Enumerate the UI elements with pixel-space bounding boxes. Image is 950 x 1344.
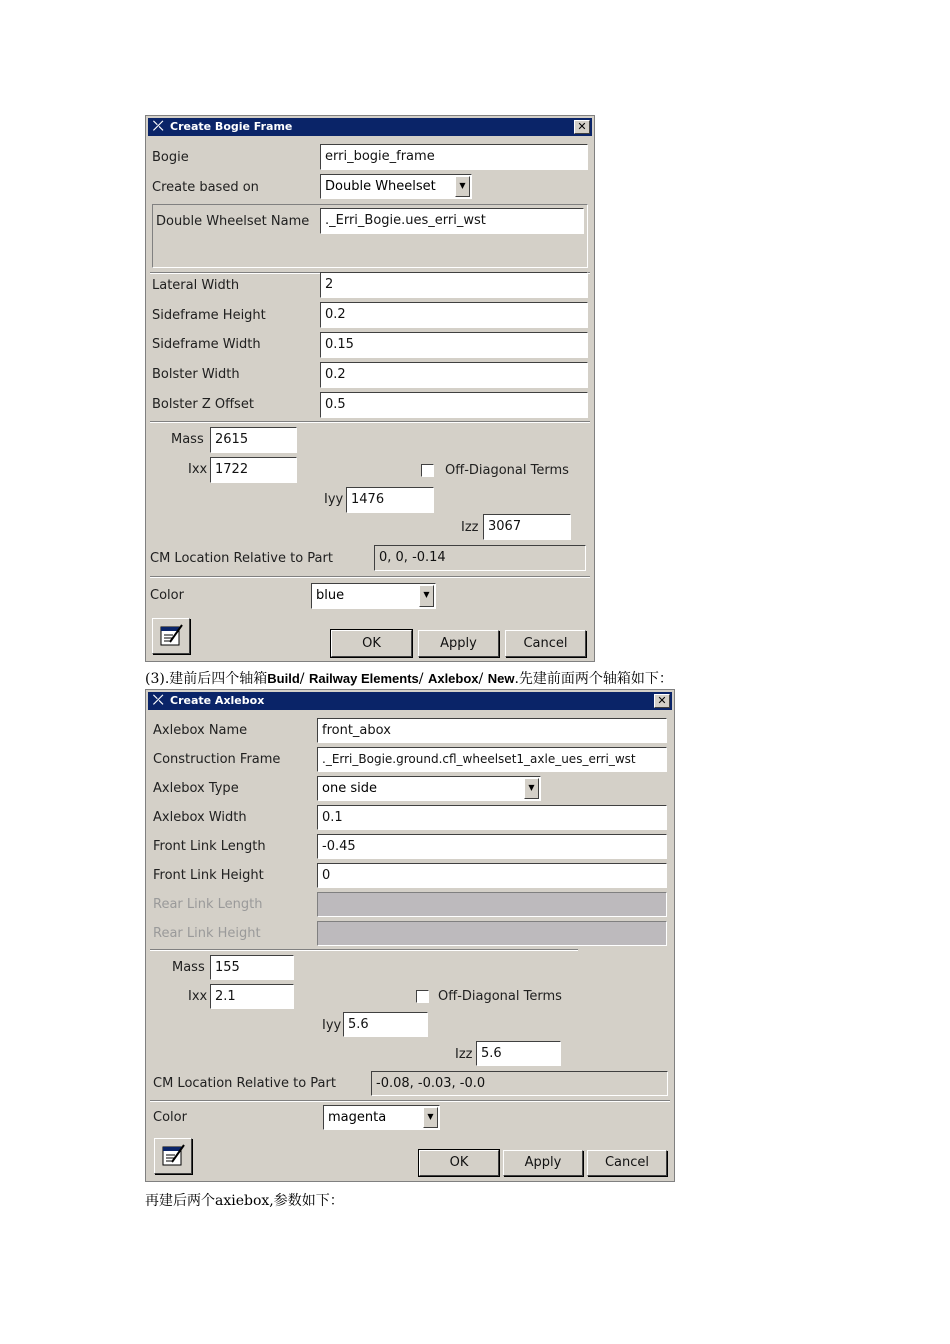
color-label: Color <box>150 588 184 603</box>
menu-path-build: Build <box>267 671 300 686</box>
bogie-field[interactable]: erri_bogie_frame <box>320 144 588 170</box>
notepad-pencil-icon <box>155 1139 191 1173</box>
ok-button[interactable]: OK <box>419 1150 499 1176</box>
rear-link-length-field <box>317 892 667 917</box>
dropdown-arrow-icon[interactable]: ▼ <box>455 176 470 197</box>
construction-frame-label: Construction Frame <box>153 752 281 767</box>
mass-field[interactable]: 2615 <box>210 427 297 453</box>
bolster-z-offset-field[interactable]: 0.5 <box>320 392 588 418</box>
axlebox-type-label: Axlebox Type <box>153 781 239 796</box>
separator <box>150 949 578 951</box>
separator <box>150 576 590 578</box>
mass-label: Mass <box>172 960 205 975</box>
ixx-label: Ixx <box>188 462 208 477</box>
iyy-label: Iyy <box>324 492 344 507</box>
ixx-field[interactable]: 1722 <box>210 457 297 483</box>
menu-path-new: New <box>487 671 515 686</box>
axlebox-type-select[interactable] <box>317 776 541 801</box>
construction-frame-field[interactable]: ._Erri_Bogie.ground.cfl_wheelset1_axle_ues_erri_wst <box>317 747 667 772</box>
create-axlebox-dialog <box>145 689 675 1182</box>
rear-link-height-label: Rear Link Height <box>153 926 261 941</box>
apply-button[interactable]: Apply <box>418 630 499 657</box>
separator <box>150 421 590 423</box>
create-based-on-label: Create based on <box>152 180 259 195</box>
apply-button[interactable]: Apply <box>503 1150 583 1176</box>
bogie-label: Bogie <box>152 150 189 165</box>
izz-label: Izz <box>461 520 479 535</box>
double-wheelset-name-label: Double Wheelset Name <box>156 214 310 229</box>
color-value: blue <box>316 588 345 603</box>
sideframe-height-label: Sideframe Height <box>152 308 266 323</box>
front-link-length-label: Front Link Length <box>153 839 266 854</box>
caption-prefix: (3).建前后四个轴箱 <box>145 671 268 687</box>
lateral-width-field[interactable]: 2 <box>320 272 588 298</box>
bolster-z-offset-label: Bolster Z Offset <box>152 397 254 412</box>
rear-link-height-field <box>317 921 667 946</box>
axlebox-type-value: one side <box>322 781 377 796</box>
izz-field[interactable]: 3067 <box>483 514 571 540</box>
dropdown-arrow-icon[interactable]: ▼ <box>419 585 434 607</box>
dialog-title-bar[interactable] <box>148 692 672 710</box>
create-based-on-select[interactable] <box>320 174 472 199</box>
color-label: Color <box>153 1110 187 1125</box>
notepad-pencil-icon <box>153 619 189 653</box>
caption-suffix: .先建前面两个轴箱如下： <box>514 671 673 687</box>
separator <box>150 1100 670 1102</box>
iyy-label: Iyy <box>322 1018 342 1033</box>
sideframe-width-field[interactable]: 0.15 <box>320 332 588 358</box>
app-logo-icon: ⤫ <box>153 119 164 134</box>
mass-label: Mass <box>171 432 204 447</box>
bolster-width-label: Bolster Width <box>152 367 240 382</box>
front-link-length-field[interactable]: -0.45 <box>317 834 667 859</box>
close-button[interactable]: ✕ <box>574 120 590 134</box>
edit-comments-button[interactable] <box>154 1138 192 1174</box>
iyy-field[interactable]: 1476 <box>346 487 434 513</box>
color-select[interactable] <box>323 1105 440 1130</box>
cancel-button[interactable]: Cancel <box>587 1150 667 1176</box>
color-select[interactable] <box>311 583 436 609</box>
ok-button[interactable]: OK <box>331 630 412 657</box>
axlebox-name-label: Axlebox Name <box>153 723 248 738</box>
dialog-title-bar[interactable] <box>148 118 592 136</box>
front-link-height-field[interactable]: 0 <box>317 863 667 888</box>
lateral-width-label: Lateral Width <box>152 278 240 293</box>
caption-rear-axlebox: 再建后两个axiebox,参数如下： <box>145 1193 344 1209</box>
ixx-label: Ixx <box>188 989 208 1004</box>
izz-field[interactable]: 5.6 <box>476 1041 561 1066</box>
dialog-title: Create Bogie Frame <box>170 120 293 133</box>
off-diagonal-label: Off-Diagonal Terms <box>438 989 562 1004</box>
bolster-width-field[interactable]: 0.2 <box>320 362 588 388</box>
dropdown-arrow-icon[interactable]: ▼ <box>524 778 539 799</box>
caption-build-axlebox: (3).建前后四个轴箱Build/ Railway Elements/ Axlebox/ New.先建前面两个轴箱如下： <box>145 671 673 687</box>
axlebox-width-field[interactable]: 0.1 <box>317 805 667 830</box>
off-diagonal-label: Off-Diagonal Terms <box>445 463 569 478</box>
sideframe-width-label: Sideframe Width <box>152 337 261 352</box>
rear-link-length-label: Rear Link Length <box>153 897 263 912</box>
off-diagonal-checkbox[interactable] <box>421 464 434 477</box>
front-link-height-label: Front Link Height <box>153 868 264 883</box>
iyy-field[interactable]: 5.6 <box>343 1012 428 1037</box>
axlebox-name-field[interactable]: front_abox <box>317 718 667 743</box>
izz-label: Izz <box>455 1047 473 1062</box>
double-wheelset-name-field[interactable]: ._Erri_Bogie.ues_erri_wst <box>320 208 584 234</box>
menu-path-railway: Railway Elements <box>308 671 419 686</box>
cancel-button[interactable]: Cancel <box>505 630 586 657</box>
close-button[interactable]: ✕ <box>654 694 670 708</box>
cm-location-label: CM Location Relative to Part <box>150 551 333 566</box>
edit-comments-button[interactable] <box>152 618 190 654</box>
mass-field[interactable]: 155 <box>210 955 294 980</box>
axlebox-width-label: Axlebox Width <box>153 810 247 825</box>
dropdown-arrow-icon[interactable]: ▼ <box>423 1107 438 1128</box>
app-logo-icon: ⤫ <box>153 693 164 708</box>
off-diagonal-checkbox[interactable] <box>416 990 429 1003</box>
color-value: magenta <box>328 1110 387 1125</box>
create-bogie-frame-dialog <box>145 115 595 662</box>
cm-location-field: -0.08, -0.03, -0.0 <box>371 1071 668 1096</box>
menu-path-axlebox: Axlebox <box>427 671 479 686</box>
cm-location-field: 0, 0, -0.14 <box>374 545 586 571</box>
create-based-on-value: Double Wheelset <box>325 179 436 194</box>
sideframe-height-field[interactable]: 0.2 <box>320 302 588 328</box>
cm-location-label: CM Location Relative to Part <box>153 1076 336 1091</box>
ixx-field[interactable]: 2.1 <box>210 984 294 1009</box>
dialog-title: Create Axlebox <box>170 694 265 707</box>
